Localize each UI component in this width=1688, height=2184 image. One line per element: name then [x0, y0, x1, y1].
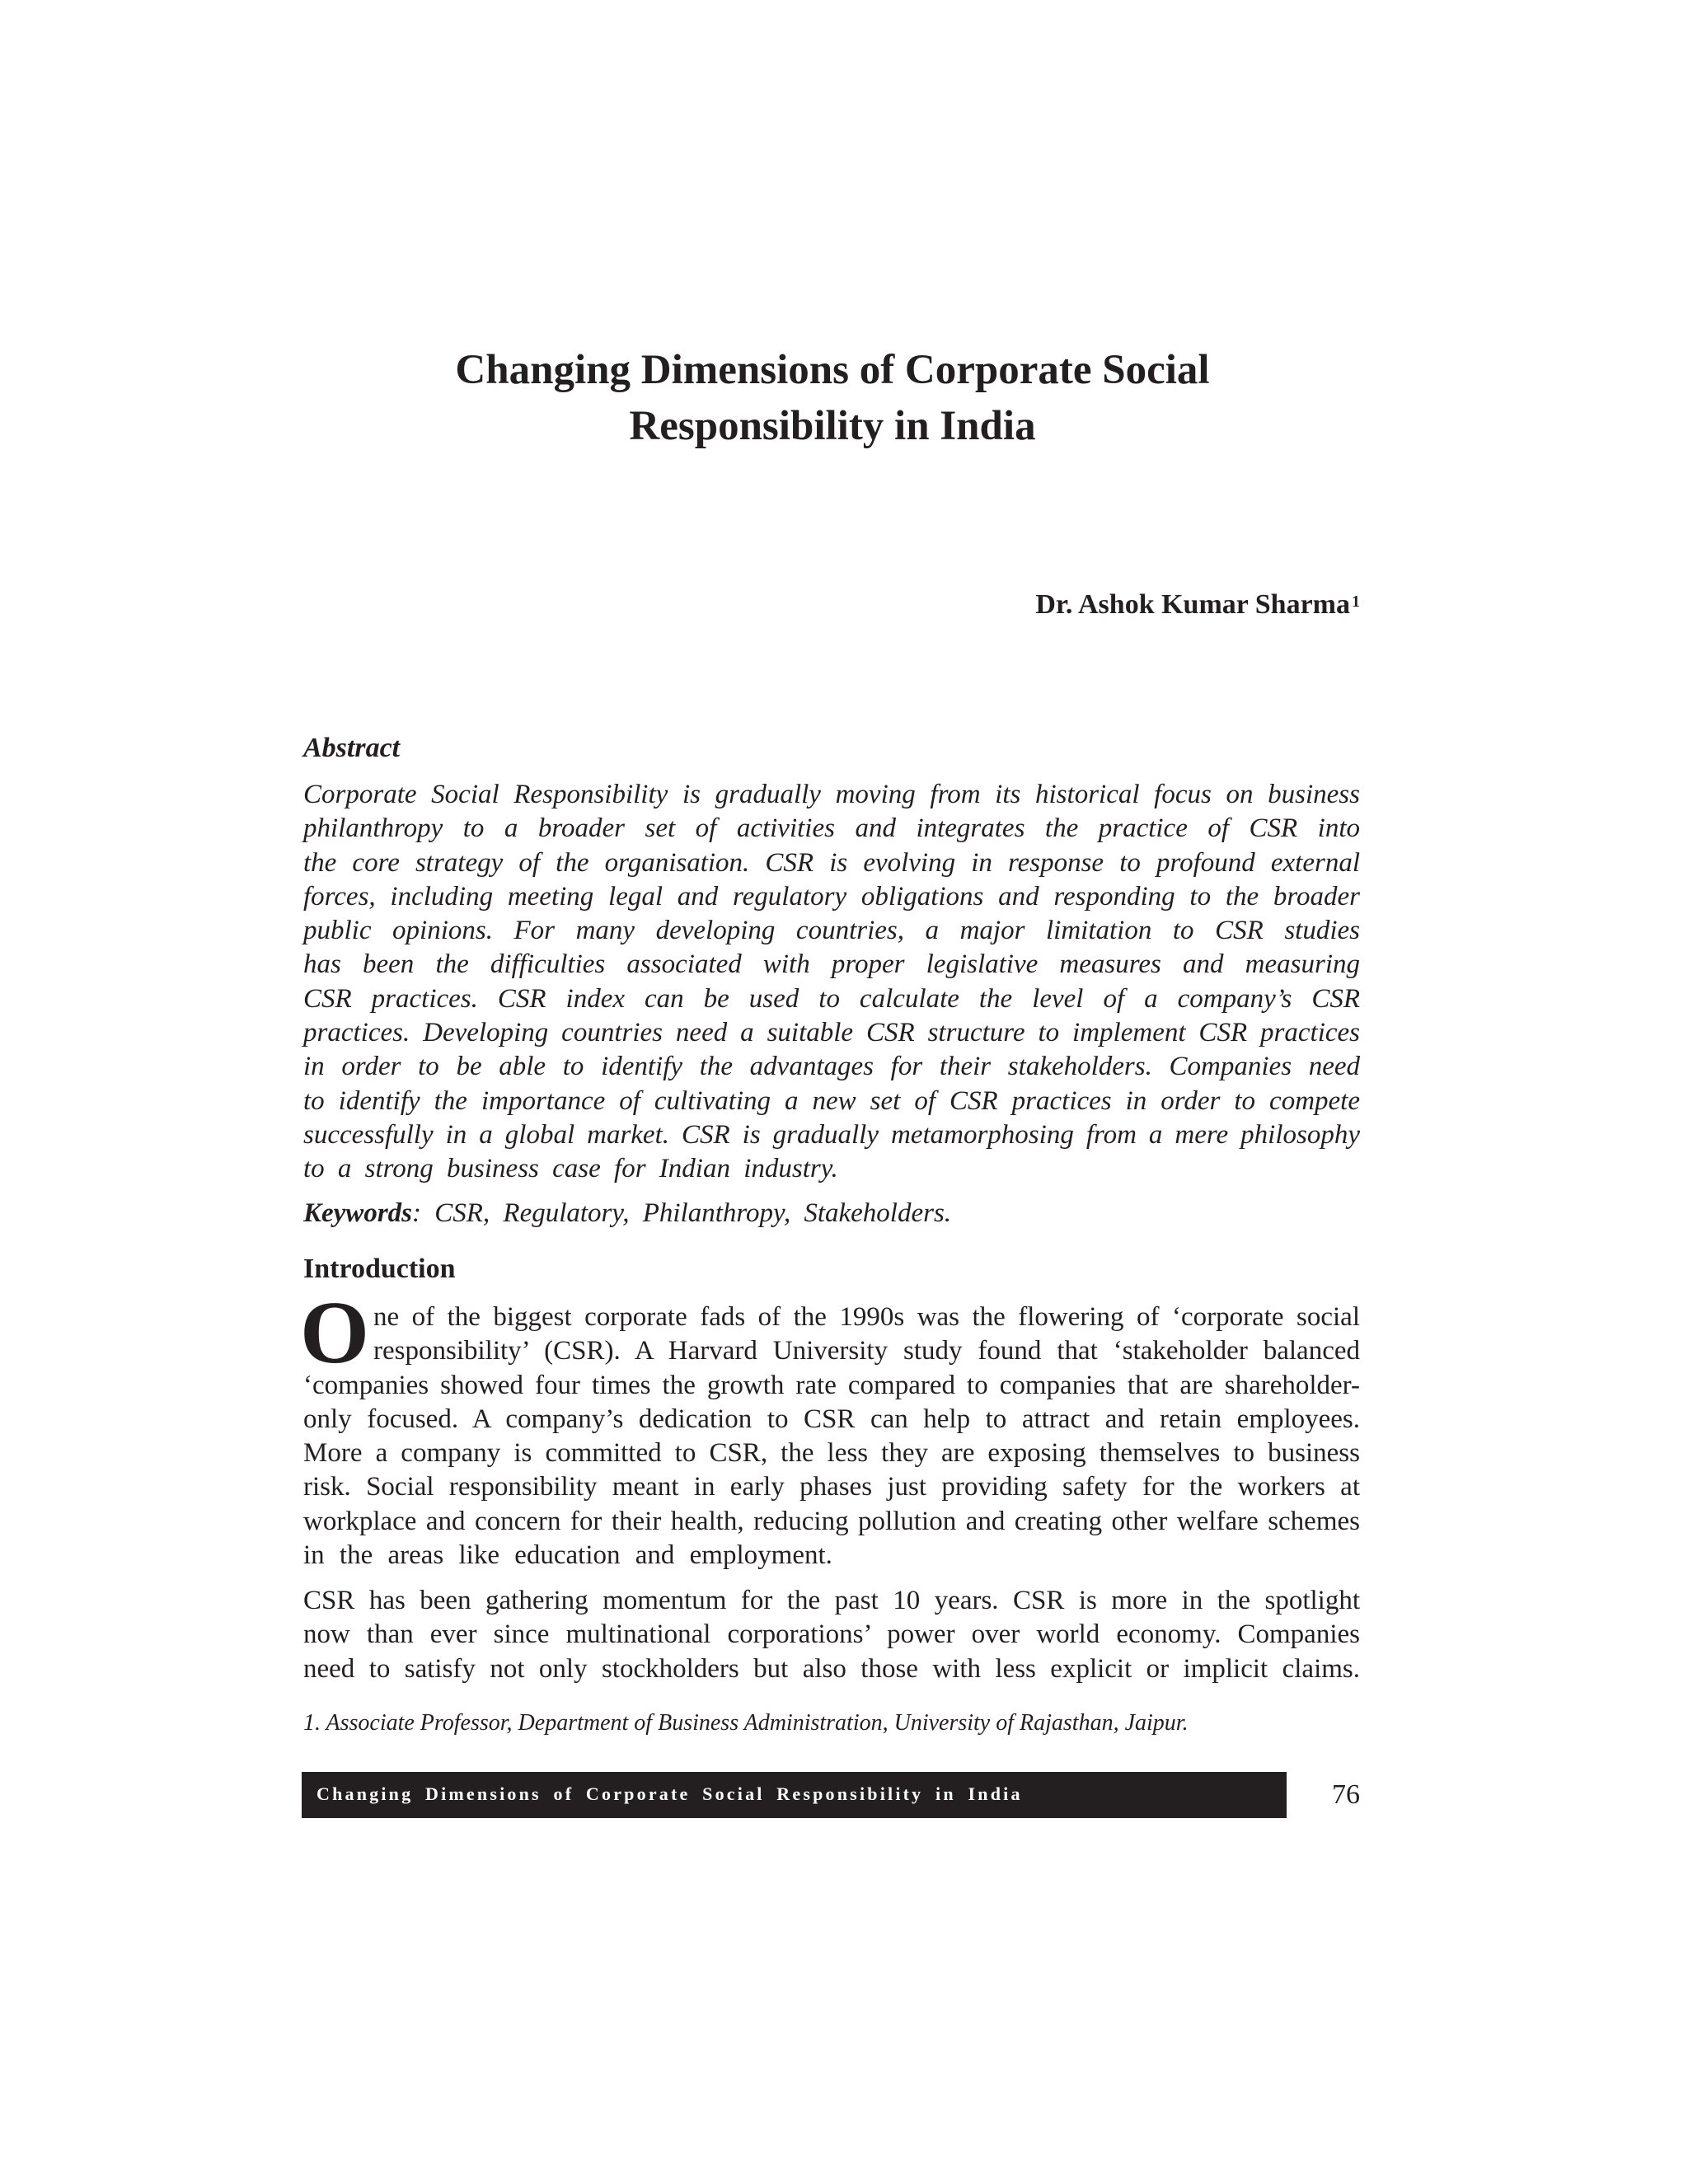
body-line: CSR has been gathering momentum for the past 10 years. CSR is more in the spotlight [303, 1586, 1360, 1615]
keywords [303, 1197, 1360, 1230]
author-byline [1035, 587, 1360, 623]
body-line: need to satisfy not only stockholders but also those with less explicit or implicit claims. [303, 1653, 1360, 1684]
introduction-paragraph-2 [303, 1584, 1360, 1686]
body-line: in the areas like education and employment. [303, 1540, 832, 1571]
abstract-line: to a strong business case for Indian industry. [303, 1154, 838, 1184]
introduction-heading: Introduction [303, 1254, 456, 1284]
abstract-line: philanthropy to a broader set of activities and integrates the practice of CSR into [303, 813, 1360, 844]
abstract-line: in order to be able to identify the advantages for their stakeholders. Companies need [303, 1052, 1360, 1082]
abstract-line: public opinions. For many developing countries, a major limitation to CSR studies [303, 916, 1360, 946]
drop-cap: O [300, 1284, 370, 1382]
abstract-line: has been the difficulties associated with proper legislative measures and measuring [303, 949, 1360, 980]
keywords-list: : CSR, Regulatory, Philanthropy, Stakeholders. [412, 1198, 952, 1228]
body-line: risk. Social responsibility meant in early phases just providing safety for the workers at [303, 1472, 1360, 1502]
paper-title [280, 342, 1385, 454]
running-footer-bar [302, 1772, 1287, 1818]
body-line: ne of the biggest corporate fads of the 1990s was the flowering of ‘corporate social [373, 1302, 1360, 1332]
paper-title-line-2: Responsibility in India [629, 403, 1036, 449]
body-line: workplace and concern for their health, reducing pollution and creating other welfare schemes [303, 1506, 1360, 1536]
abstract-body [303, 778, 1360, 1187]
abstract-line: Corporate Social Responsibility is gradually moving from its historical focus on business [303, 780, 1360, 809]
body-line: responsibility’ (CSR). A Harvard University study found that ‘stakeholder balanced [373, 1336, 1360, 1366]
footnote: 1. Associate Professor, Department of Business Administration, University of Rajasthan, Jaipur. [303, 1710, 1189, 1736]
body-line: only focused. A company’s dedication to CSR can help to attract and retain employees. [303, 1404, 1360, 1434]
abstract-line: forces, including meeting legal and regulatory obligations and responding to the broader [303, 881, 1360, 912]
paper-title-line-1: Changing Dimensions of Corporate Social [455, 347, 1210, 393]
author-footnote-marker: 1 [1352, 593, 1360, 611]
author-name: Dr. Ashok Kumar Sharma [1035, 589, 1350, 620]
abstract-line: CSR practices. CSR index can be used to calculate the level of a company’s CSR [303, 983, 1360, 1014]
introduction-paragraph-1 [303, 1301, 1360, 1572]
page-number: 76 [1332, 1779, 1360, 1810]
body-line: ‘companies showed four times the growth rate compared to companies that are shareholder- [303, 1370, 1360, 1400]
running-title: Changing Dimensions of Corporate Social Responsibility in India [316, 1783, 1023, 1804]
abstract-heading: Abstract [303, 733, 401, 763]
abstract-line: practices. Developing countries need a suitable CSR structure to implement CSR practices [303, 1018, 1360, 1048]
body-line: now than ever since multinational corporations’ power over world economy. Companies [303, 1619, 1360, 1650]
abstract-line: to identify the importance of cultivating a new set of CSR practices in order to compete [303, 1085, 1360, 1116]
keywords-label: Keywords [303, 1198, 412, 1228]
abstract-line: the core strategy of the organisation. CSR is evolving in response to profound external [303, 847, 1360, 878]
abstract-line: successfully in a global market. CSR is gradually metamorphosing from a mere philosophy [303, 1119, 1360, 1150]
body-line: More a company is committed to CSR, the less they are exposing themselves to business [303, 1438, 1360, 1469]
